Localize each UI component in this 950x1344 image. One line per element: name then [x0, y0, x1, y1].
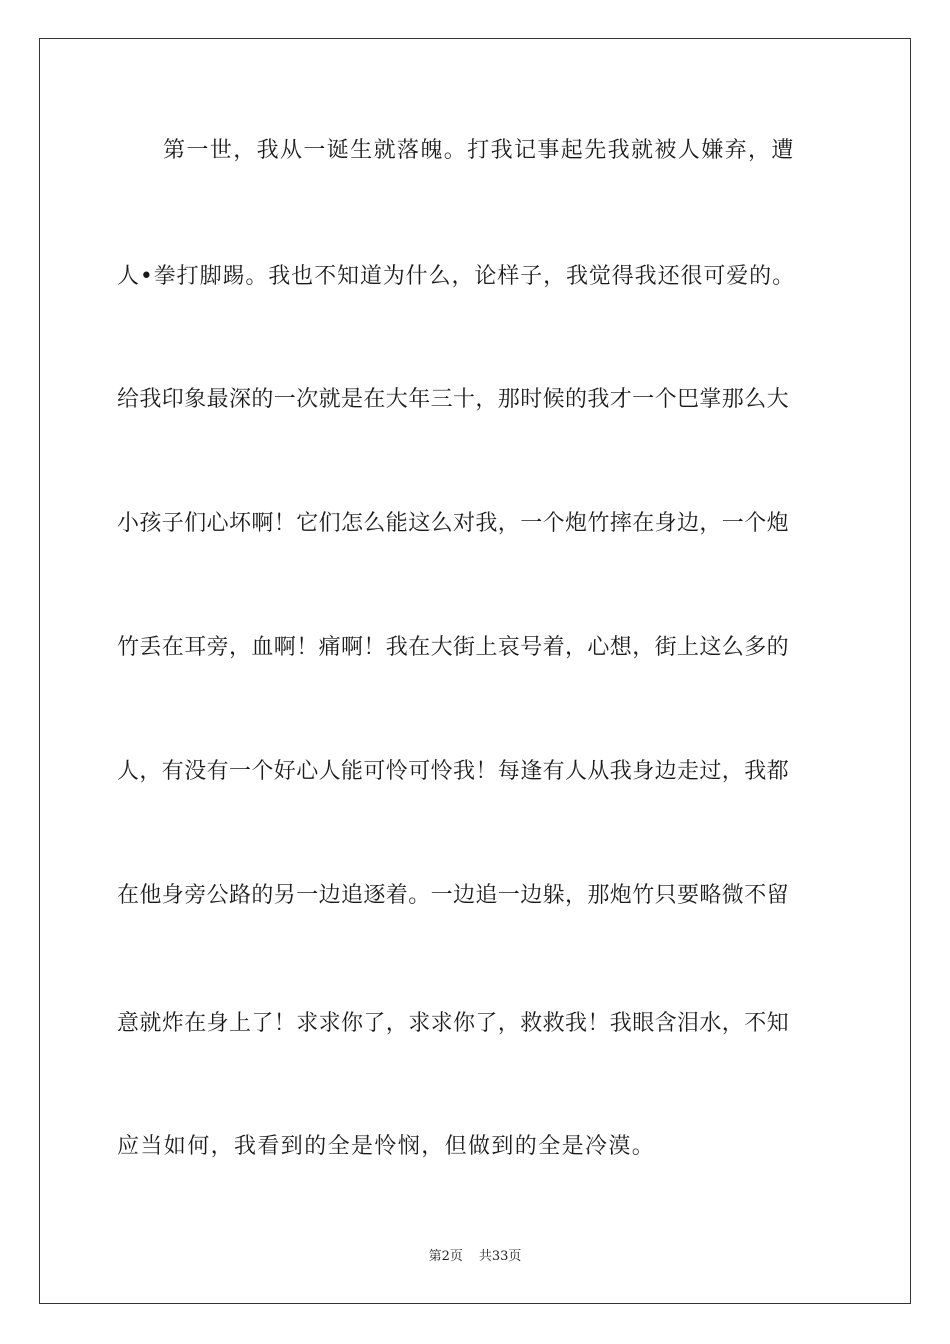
page-frame — [39, 38, 911, 1304]
text-line-5: 竹丢在耳旁，血啊！痛啊！我在大街上哀号着，心想，街上这么多的 — [117, 635, 790, 660]
total-pages: 共33页 — [478, 1249, 522, 1264]
text-line-6: 人，有没有一个好心人能可怜可怜我！每逢有人从我身边走过，我都 — [117, 759, 790, 784]
text-line-3: 给我印象最深的一次就是在大年三十，那时候的我才一个巴掌那么大 — [117, 387, 790, 412]
text-line-2: 人•拳打脚踢。我也不知道为什么，论样子，我觉得我还很可爱的。 — [117, 264, 795, 289]
text-line-8: 意就炸在身上了！求求你了，求求你了，救救我！我眼含泪水，不知 — [117, 1011, 790, 1036]
text-line-1: 第一世，我从一诞生就落魄。打我记事起先我就被人嫌弃，遭 — [163, 138, 795, 163]
text-line-9: 应当如何，我看到的全是怜悯，但做到的全是冷漠。 — [117, 1134, 656, 1159]
text-line-7: 在他身旁公路的另一边追逐着。一边追一边躲，那炮竹只要略微不留 — [117, 883, 790, 908]
current-page-number: 第2页 — [428, 1249, 463, 1264]
page-footer — [0, 1248, 950, 1266]
text-line-4: 小孩子们心坏啊！它们怎么能这么对我，一个炮竹摔在身边，一个炮 — [117, 511, 790, 536]
